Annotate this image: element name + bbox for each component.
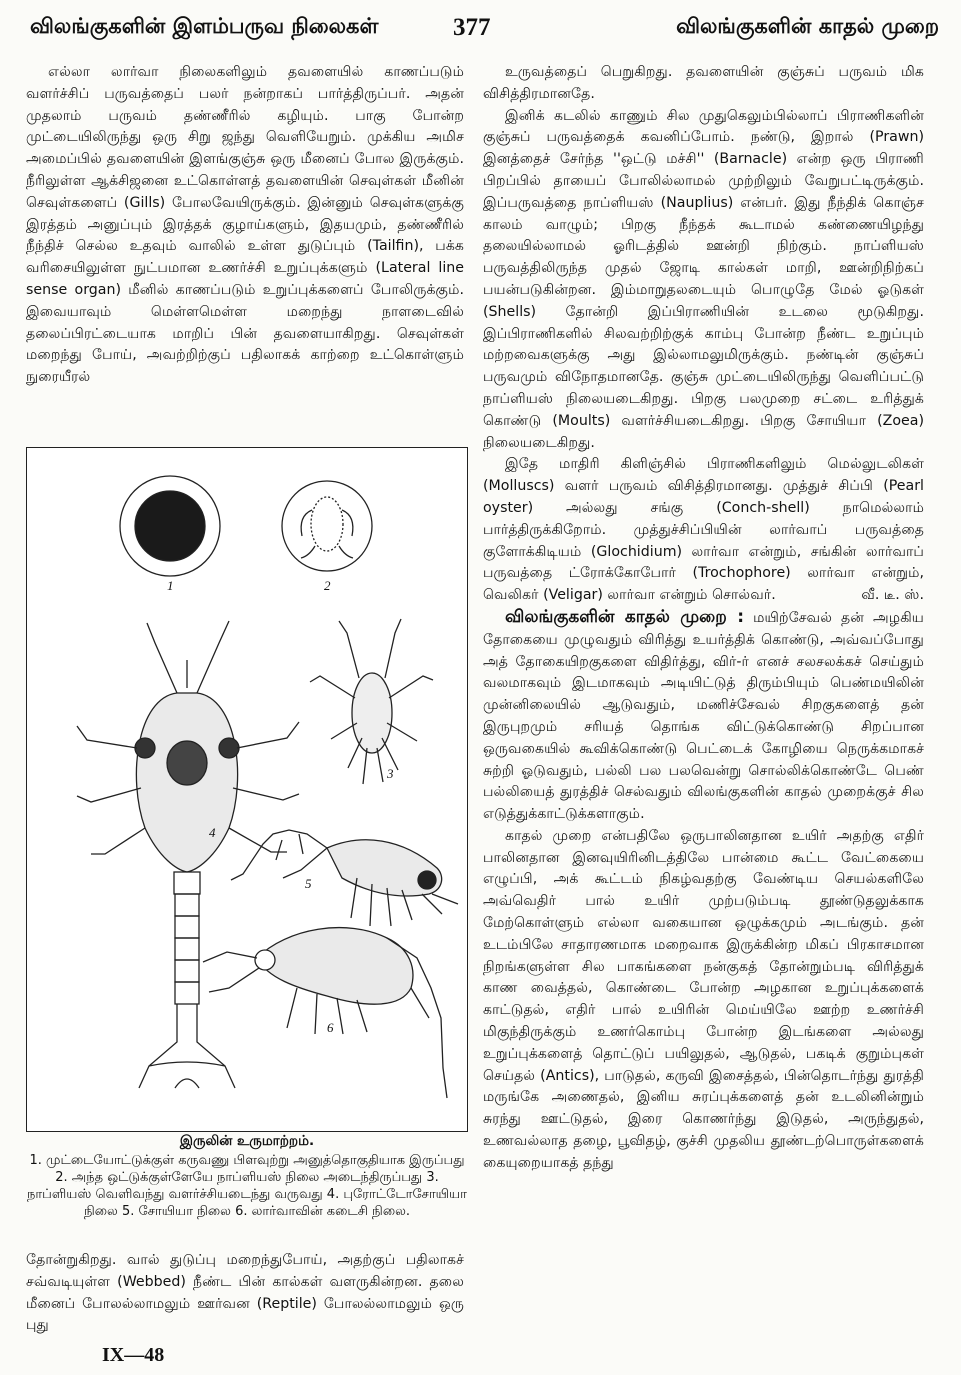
running-title-left: விலங்குகளின் இளம்பருவ நிலைகள் — [30, 14, 379, 38]
barnacle-crab-paragraph: இனிக் கடலில் காணும் சில முதுகெலும்பில்லாப் பிராணிகளின் குஞ்சுப் பருவத்தைக் கவனிப்போம். நண்டு, இறால் (Prawn) இனத்தைச் சேர்ந்த ''ஒட்டு மச்சி'' (Barnacle) என்ற ஒரு பிராணி பிறப்பில் தாயைப் போலில்லாமல் முற்றிலும் வேறுபட்டிருக்கும். இப்பருவத்தை நாப்ளியஸ் (Nauplius) என்பர். இது நீந்திக் கொஞ்ச காலம் வாழும்; பிறகு நீந்தக் கூடாமல் கண்ணையிழந்து தலையில்லாமல் ஓரிடத்தில் ஊன்றி நிற்கும். நாப்ளியஸ் பருவத்திலிருந்த முதல் ஜோடி கால்கள் மாறி, ஊன்றிநிற்கப் பயன்படுகின்றன. இம்மாறுதலடையும் பொழுதே மேல் ஓடுகள் (Shells) தோன்றி இப்பிராணியின் உடலை மூடுகிறது. இப்பிராணிகளில் சிலவற்றிற்குக் காம்பு போன்ற நீண்ட உறுப்பும் மற்றவைகளுக்கு அது இல்லாமலுமிருக்கும். நண்டின் குஞ்சுப் பருவமும் விநோதமானதே. குஞ்சு முட்டையிலிருந்து வெளிப்பட்டு நாப்ளியஸ் நிலையடைகிறது. பிறகு பலமுறை சட்டை உரித்துக் கொண்டு (Moults) வளர்ச்சியடைகிறது. பிறகு சோயியா (Zoea) நிலையடைகிறது. — [483, 107, 924, 451]
running-title-right: விலங்குகளின் காதல் முறை — [676, 14, 939, 38]
signature-mark: IX—48 — [102, 1344, 165, 1366]
final-larva-drawing — [203, 928, 447, 1098]
zoea-larva-drawing — [231, 830, 458, 926]
author-signature: வீ. டீ. ஸ். — [861, 587, 924, 604]
frog-larva-paragraph: எல்லா லார்வா நிலைகளிலும் தவளையில் காணப்படும் வளர்ச்சிப் பருவத்தைப் பலர் நன்றாகப் பார்த்திருப்பர். அதன் முதலாம் பருவம் தண்ணீரில் கழியும். பாகு போன்ற முட்டையிலிருந்து ஒரு சிறு ஜந்து வெளியேறும். முக்கிய அமிச அமைப்பில் தவளையின் இளங்குஞ்சு ஒரு மீனைப் போல இருக்கும். நீரிலுள்ள ஆக்சிஜனை உட்கொள்ளத் தவளையின் செவுள்கள் மீனின் செவுள்களைப் (Gills) போலவேயிருக்கும். இன்னும் செவுள்களுக்கு இரத்தம் அனுப்பும் இரத்தக் குழாய்களும், இதயமும், தண்ணீரில் நீந்திச் செல்ல உதவும் வாலில் உள்ள துடுப்பும் (Tailfin), பக்க வரிசையிலுள்ள நுட்பமான உணர்ச்சி உறுப்புக்களும் (Lateral line sense organ) மீனில் காணப்படும் உறுப்புக்களைப் போலிருக்கும். இவையாவும் மெள்ளமெள்ள மறைந்து நாளடைவில் தலைப்பிரட்டையாக மாறிப் பின் தவளையாகிறது. செவுள்கள் மறைந்து போய், அவற்றிற்குப் பதிலாகக் காற்றை உட்கொள்ளும் நுரையீரல் — [26, 64, 464, 386]
nauplius-larva-drawing — [310, 619, 433, 784]
page-number: 377 — [453, 14, 491, 41]
figure-caption — [26, 1133, 468, 1220]
figure-label-4: 4 — [209, 825, 216, 840]
frog-continuation-paragraph: தோன்றுகிறது. வால் துடுப்பு மறைந்துபோய், அதற்குப் பதிலாகச் சவ்வடியுள்ள (Webbed) நீண்ட பின் கால்கள் வளருகின்றன. தலை மீனைப் போலல்லாமலும் ஊர்வன (Reptile) போலல்லாமலும் ஒரு புது — [26, 1252, 464, 1334]
figure-label-2: 2 — [324, 578, 331, 593]
right-column — [483, 62, 924, 1175]
left-column — [26, 62, 464, 389]
figure-label-5: 5 — [305, 876, 312, 891]
prawn-metamorphosis-figure — [26, 447, 468, 1132]
figure-label-6: 6 — [327, 1020, 334, 1035]
frog-conclusion-paragraph: உருவத்தைப் பெறுகிறது. தவளையின் குஞ்சுப் பருவம் மிக விசித்திரமானதே. — [483, 64, 924, 102]
section-heading-courtship: விலங்குகளின் காதல் முறை : — [505, 606, 745, 627]
mollusc-larva-paragraph — [483, 454, 924, 607]
caption-title: இருலின் உருமாற்றம். — [179, 1133, 315, 1149]
page-header — [20, 14, 939, 50]
protozoea-larva-drawing — [77, 621, 299, 1088]
left-column-continuation — [26, 1250, 464, 1337]
courtship-definition-paragraph: காதல் முறை என்பதிலே ஒருபாலினதான உயிர் அதற்கு எதிர் பாலினதான இனவுயிரினிடத்திலே பான்மை கூட்ட வேட்கையை எழுப்பி, அக் கூட்டம் நிகழ்வதற்கு வேண்டிய செயல்களிலே அவ்வெதிர் பால் உயிர் முற்படும்படி தூண்டுதலுக்காக மேற்கொள்ளும் எல்லா வகையான ஒழுக்கமும் அடங்கும். தன் உடம்பிலே சாதாரணமாக மறைவாக இருக்கின்ற மிகப் பிரகாசமான நிறங்களுள்ள சில பாகங்களை நன்குகத் தோன்றும்படி விரித்துக் காண வைத்தல், கொண்டை போன்ற அழகான உறுப்புக்களைக் காட்டுதல், எதிர் பால் உயிரின் மெய்யிலே ஊற்ற உணர்ச்சி மிகுந்திருக்கும் உணர்கொம்பு போன்ற இடங்களை அல்லது உறுப்புக்களைத் தொட்டுப் பயிலுதல், ஆடுதல், பகடிக் குறும்புகள் செய்தல் (Antics), பாடுதல், கருவி இசைத்தல், பின்தொடர்ந்து துரத்தி மருங்கே அணைதல், இனிய சுரப்புக்களைத் தன் உடலினின்றும் சுரந்து ஊட்டுதல், இரை கொணர்ந்து இடுதல், அருந்துதல், உணவல்லாத தழை, பூவிதழ், குச்சி முதலிய தூண்டற்பொருள்களைக் கையுறையாகத் தந்து — [483, 827, 924, 1171]
egg-stage-drawing — [120, 476, 220, 576]
nauplius-in-shell-drawing — [282, 481, 372, 571]
prawn-stages-illustration — [27, 448, 467, 1131]
figure-label-1: 1 — [167, 578, 174, 593]
figure-label-3: 3 — [387, 766, 394, 781]
mollusc-larva-text: இதே மாதிரி கிளிஞ்சில் பிராணிகளிலும் மெல்லுடலிகள் (Molluscs) வளர் பருவம் விசித்திரமானது. முத்துச் சிப்பி (Pearl oyster) அல்லது சங்கு (Conch-shell) நாமெல்லாம் பார்த்திருக்கிறோம். முத்துச்சிப்பியின் லார்வாப் பருவத்தை குளோக்கிடியம் (Glochidium) லார்வா என்றும், சங்கின் லார்வாப் பருவத்தை ட்ரோக்கோபோர் (Trochophore) லார்வா என்றும், வெலிகர் (Veligar) லார்வா என்றும் சொல்வர். — [483, 456, 924, 604]
courtship-intro-text: மயிற்சேவல் தன் அழகிய தோகையை முழுவதும் விரித்து உயர்த்திக் கொண்டு, அவ்வப்போது அத் தோகையிறகுகளை விதிர்த்து, விர்-ர் எனச் சலசலக்கச் செய்தும் வலமாகவும் இடமாகவும் அடியிட்டுத் திரும்பியும் பெண்மயிலின் முன்னிலையில் ஆடுவதும், மணிச்சேவல் சிறகுகளைத் தன் இருபுறமும் சரியத் தொங்க விட்டுக்கொண்டு சிறப்பான ஒருவகையில் கூவிக்கொண்டு பெட்டைக் கோழியை நெருக்கமாகச் சுற்றி ஓடுவதும், பல்லி பல பலவென்று சொல்லிக்கொண்டே பெண் பல்லியைத் துரத்திச் செல்வதும் விலங்குகளின் காதல் முறைக்குச் சில எடுத்துக்காட்டுக்களாகும். — [483, 609, 924, 823]
courtship-intro-paragraph — [483, 607, 924, 826]
caption-text: 1. முட்டையோட்டுக்குள் கருவணு பிளவுற்று அனுத்தொகுதியாக இருப்பது 2. அந்த ஒட்டுக்குள்ளேயே நாப்ளியஸ் நிலை அடைந்திருப்பது 3. நாப்ளியஸ் வெளிவந்து வளர்ச்சியடைந்து வருவது 4. புரோட்டோசோயியா நிலை 5. சோயியா நிலை 6. லார்வாவின் கடைசி நிலை. — [27, 1153, 467, 1219]
